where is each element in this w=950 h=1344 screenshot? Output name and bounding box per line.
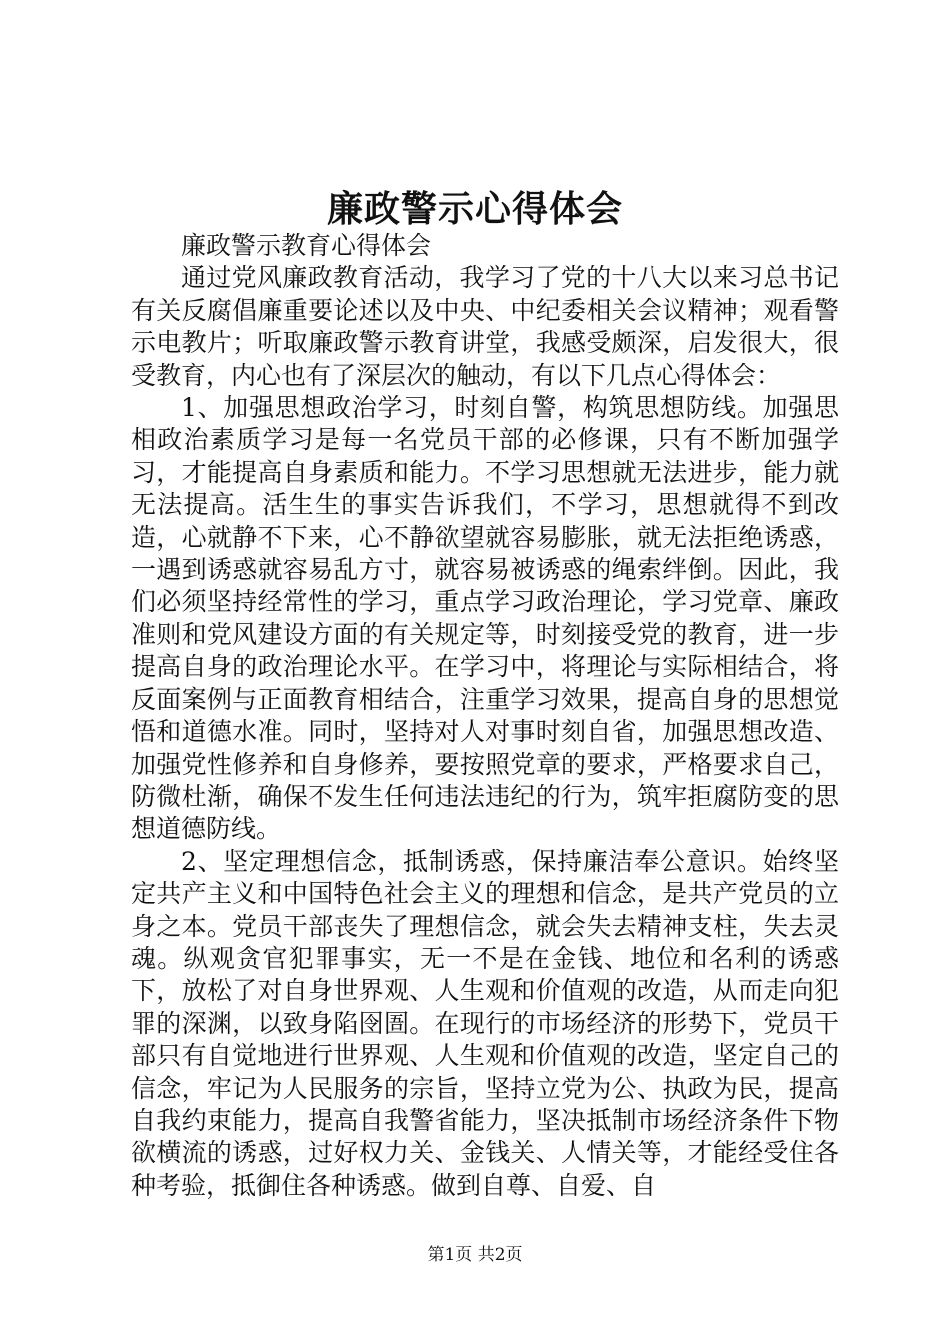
point-2-paragraph: 2、坚定理想信念，抵制诱惑，保持廉洁奉公意识。始终坚定共产主义和中国特色社会主义的理想和信念，是共产党员的立身之本。党员干部丧失了理想信念，就会失去精神支柱，失去灵魂。纵观贪官犯罪事实，无一不是在金钱、地位和名利的诱惑下，放松了对自身世界观、人生观和价值观的改造，从而走向犯罪的深渊，以致身陷囹圄。在现行的市场经济的形势下，党员干部只有自觉地进行世界观、人生观和价值观的改造，坚定自己的信念，牢记为人民服务的宗旨，坚持立党为公、执政为民，提高自我约束能力，提高自我警省能力，坚决抵制市场经济条件下物欲横流的诱惑，过好权力关、金钱关、人情关等，才能经受住各种考验，抵御住各种诱惑。做到自尊、自爱、自	[131, 846, 839, 1200]
point-1-paragraph: 1、加强思想政治学习，时刻自警，构筑思想防线。加强思相政治素质学习是每一名党员干部的必修课，只有不断加强学习，才能提高自身素质和能力。不学习思想就无法进步，能力就无法提高。活生生的事实告诉我们，不学习，思想就得不到改造，心就静不下来，心不静欲望就容易膨胀，就无法拒绝诱惑，一遇到诱惑就容易乱方寸，就容易被诱惑的绳索绊倒。因此，我们必须坚持经常性的学习，重点学习政治理论，学习党章、廉政准则和党风建设方面的有关规定等，时刻接受党的教育，进一步提高自身的政治理论水平。在学习中，将理论与实际相结合，将反面案例与正面教育相结合，注重学习效果，提高自身的思想觉悟和道德水准。同时，坚持对人对事时刻自省，加强思想改造、加强党性修养和自身修养，要按照党章的要求，严格要求自己，防微杜渐，确保不发生任何违法违纪的行为，筑牢拒腐防变的思想道德防线。	[131, 393, 839, 844]
page-footer: 第1页 共2页	[427, 1245, 523, 1265]
subtitle-paragraph: 廉政警示教育心得体会	[181, 231, 432, 260]
intro-paragraph: 通过党风廉政教育活动，我学习了党的十八大以来习总书记有关反腐倡廉重要论述以及中央、中纪委相关会议精神；观看警示电教片；听取廉政警示教育讲堂，我感受颇深，启发很大，很受教育，内心也有了深层次的触动，有以下几点心得体会：	[131, 263, 839, 390]
document-body	[131, 230, 839, 1202]
document-title: 廉政警示心得体会	[326, 188, 623, 230]
